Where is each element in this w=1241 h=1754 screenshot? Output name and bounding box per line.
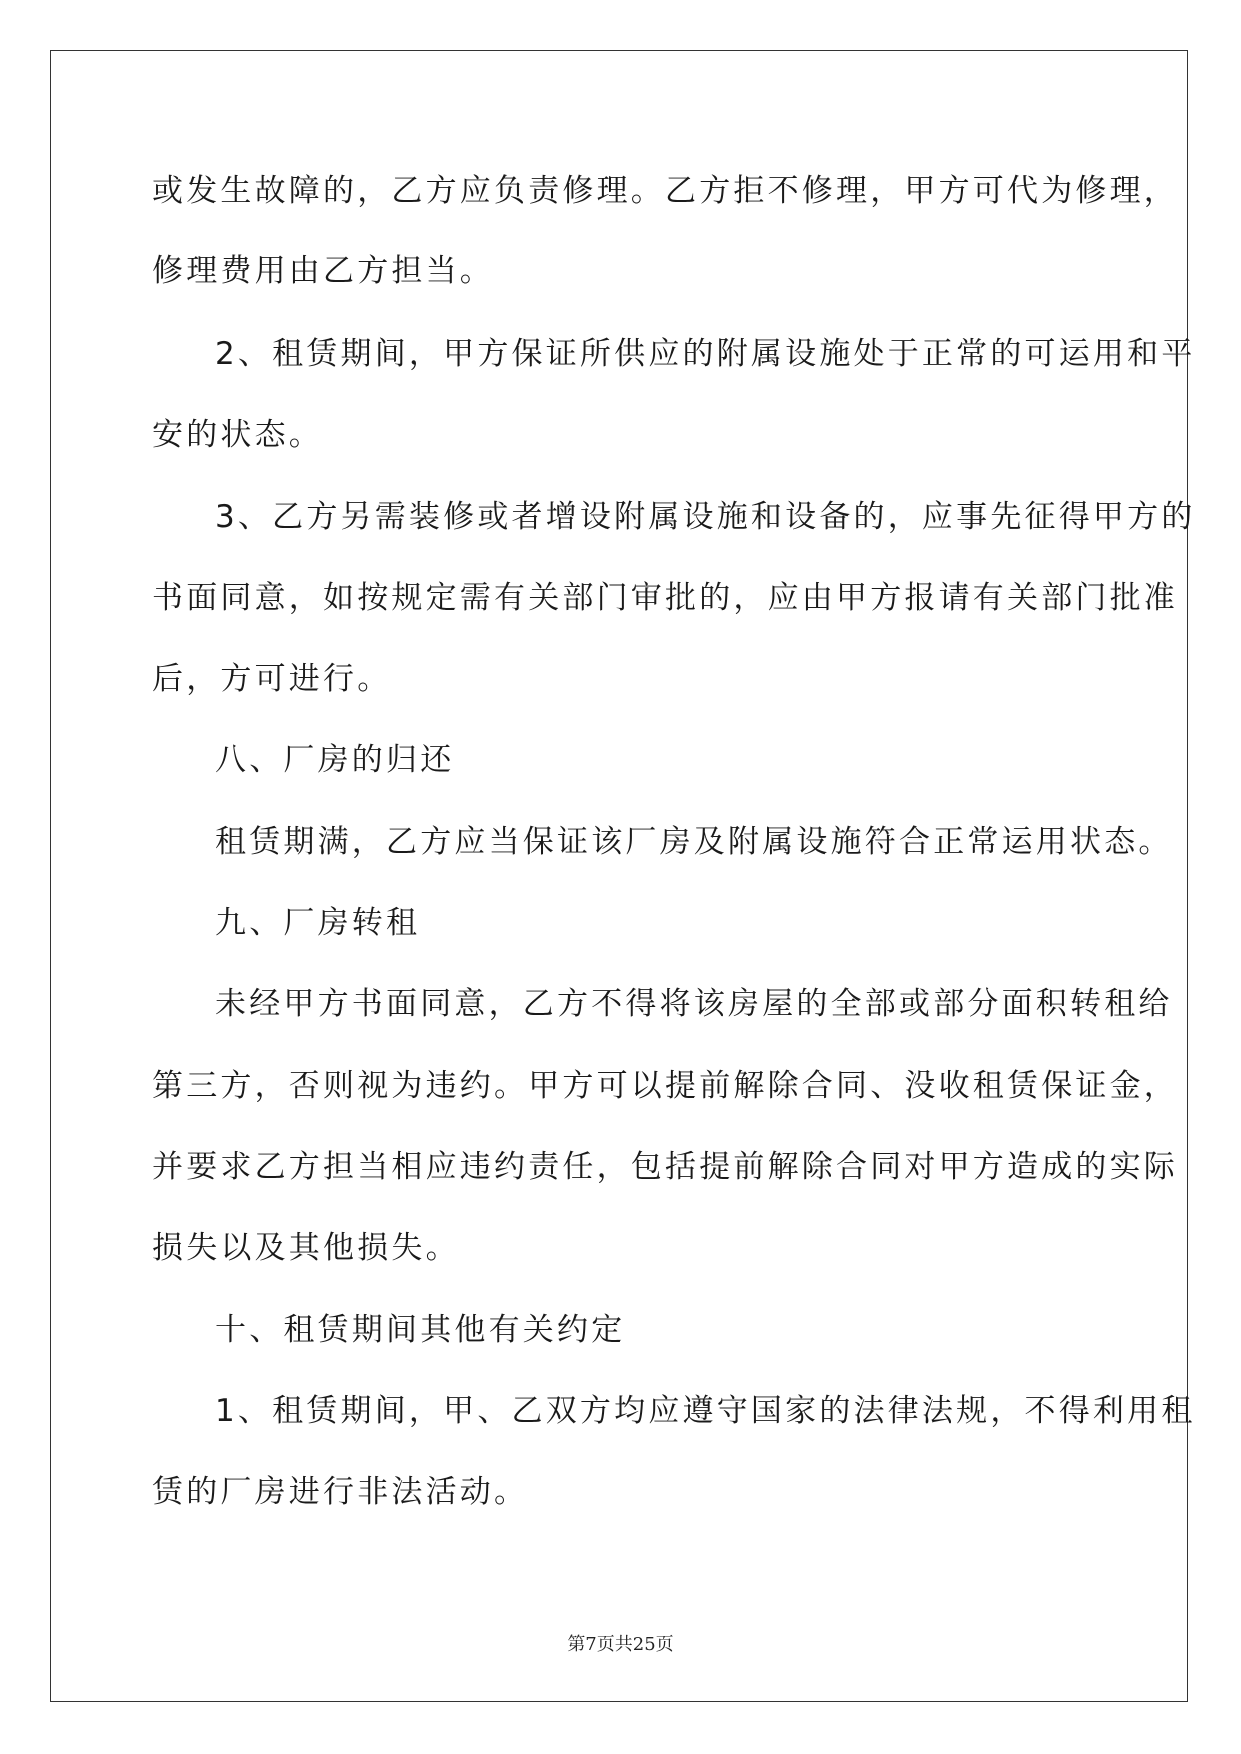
text-line: 3、乙方另需装修或者增设附属设施和设备的，应事先征得甲方的	[215, 499, 1196, 535]
page-footer	[0, 1630, 1241, 1656]
page-number: 第7页	[567, 1634, 615, 1655]
text-line: 修理费用由乙方担当。	[152, 253, 494, 289]
text-line: 赁的厂房进行非法活动。	[152, 1474, 529, 1510]
section-heading: 八、厂房的归还	[215, 742, 455, 778]
text-line: 第三方，否则视为违约。甲方可以提前解除合同、没收租赁保证金，	[152, 1068, 1178, 1104]
text-line: 损失以及其他损失。	[152, 1230, 460, 1266]
text-line: 后，方可进行。	[152, 661, 392, 697]
text-line: 或发生故障的，乙方应负责修理。乙方拒不修理，甲方可代为修理，	[152, 173, 1178, 209]
text-line: 并要求乙方担当相应违约责任，包括提前解除合同对甲方造成的实际	[152, 1149, 1178, 1185]
text-line: 安的状态。	[152, 417, 323, 453]
page-total: 共25页	[614, 1634, 674, 1655]
section-heading: 十、租赁期间其他有关约定	[215, 1312, 626, 1348]
text-line: 未经甲方书面同意，乙方不得将该房屋的全部或部分面积转租给	[215, 986, 1173, 1022]
page-frame	[50, 50, 1188, 1702]
section-heading: 九、厂房转租	[215, 905, 421, 941]
text-line: 2、租赁期间，甲方保证所供应的附属设施处于正常的可运用和平	[215, 336, 1196, 372]
text-line: 租赁期满，乙方应当保证该厂房及附属设施符合正常运用状态。	[215, 824, 1173, 860]
text-line: 书面同意，如按规定需有关部门审批的，应由甲方报请有关部门批准	[152, 580, 1178, 616]
text-line: 1、租赁期间，甲、乙双方均应遵守国家的法律法规，不得利用租	[215, 1393, 1196, 1429]
